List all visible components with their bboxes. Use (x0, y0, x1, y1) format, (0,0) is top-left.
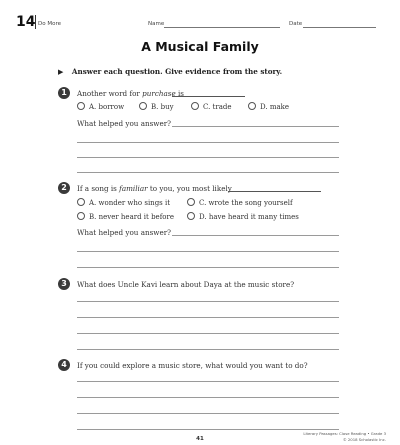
name-label: Name (148, 21, 165, 27)
name-field-line[interactable] (164, 27, 280, 28)
radio-icon[interactable] (77, 212, 85, 220)
question-text: What does Uncle Kavi learn about Daya at the music store? (77, 280, 295, 289)
question-text: Another word for purchase is (77, 89, 184, 98)
answer-line[interactable] (77, 429, 339, 430)
question-text: If a song is familiar to you, you most likely (77, 184, 232, 193)
instruction-text: Answer each question. Give evidence from the story. (71, 67, 283, 76)
answer-line[interactable] (77, 142, 339, 143)
answer-blank[interactable] (172, 96, 245, 97)
answer-blank[interactable] (228, 191, 321, 192)
section-label: Do More (38, 21, 61, 27)
radio-icon[interactable] (77, 198, 85, 206)
footer-credit-line-1: Literary Passages: Close Reading • Grade 3 (303, 431, 386, 436)
answer-line[interactable] (172, 235, 339, 236)
radio-icon[interactable] (187, 212, 195, 220)
answer-line[interactable] (77, 251, 339, 252)
answer-line[interactable] (77, 381, 339, 382)
footer-credit-line-2: © 2018 Scholastic Inc. (342, 437, 386, 442)
radio-icon[interactable] (248, 102, 256, 110)
question-number-badge: 3 (58, 278, 70, 290)
answer-line[interactable] (77, 267, 339, 268)
radio-icon[interactable] (191, 102, 199, 110)
answer-line[interactable] (77, 333, 339, 334)
question-text: If you could explore a music store, what would you want to do? (77, 361, 308, 370)
instruction (58, 67, 282, 76)
answer-line[interactable] (77, 349, 339, 350)
option-d[interactable]: D. have heard it many times (187, 212, 299, 221)
answer-line[interactable] (77, 172, 339, 173)
answer-line[interactable] (77, 413, 339, 414)
answer-line[interactable] (77, 301, 339, 302)
header-divider (35, 15, 36, 29)
radio-icon[interactable] (139, 102, 147, 110)
date-field-line[interactable] (303, 27, 376, 28)
answer-line[interactable] (77, 317, 339, 318)
option-a[interactable]: A. wonder who sings it (77, 198, 170, 207)
option-c[interactable]: C. trade (191, 102, 232, 111)
page-number: 14 (16, 14, 36, 30)
answer-line[interactable] (77, 157, 339, 158)
option-b[interactable]: B. never heard it before (77, 212, 174, 221)
followup-text: What helped you answer? (77, 228, 171, 237)
radio-icon[interactable] (77, 102, 85, 110)
radio-icon[interactable] (187, 198, 195, 206)
option-d[interactable]: D. make (248, 102, 289, 111)
answer-line[interactable] (77, 397, 339, 398)
followup-text: What helped you answer? (77, 119, 171, 128)
arrow-icon: ▶ (58, 68, 64, 76)
page-title: A Musical Family (141, 39, 259, 54)
footer-page-number: 41 (196, 436, 204, 442)
question-number-badge: 2 (58, 182, 70, 194)
option-c[interactable]: C. wrote the song yourself (187, 198, 293, 207)
answer-line[interactable] (172, 126, 339, 127)
date-label: Date (289, 21, 303, 27)
option-a[interactable]: A. borrow (77, 102, 124, 111)
question-number-badge: 4 (58, 359, 70, 371)
question-number-badge: 1 (58, 87, 70, 99)
option-b[interactable]: B. buy (139, 102, 174, 111)
